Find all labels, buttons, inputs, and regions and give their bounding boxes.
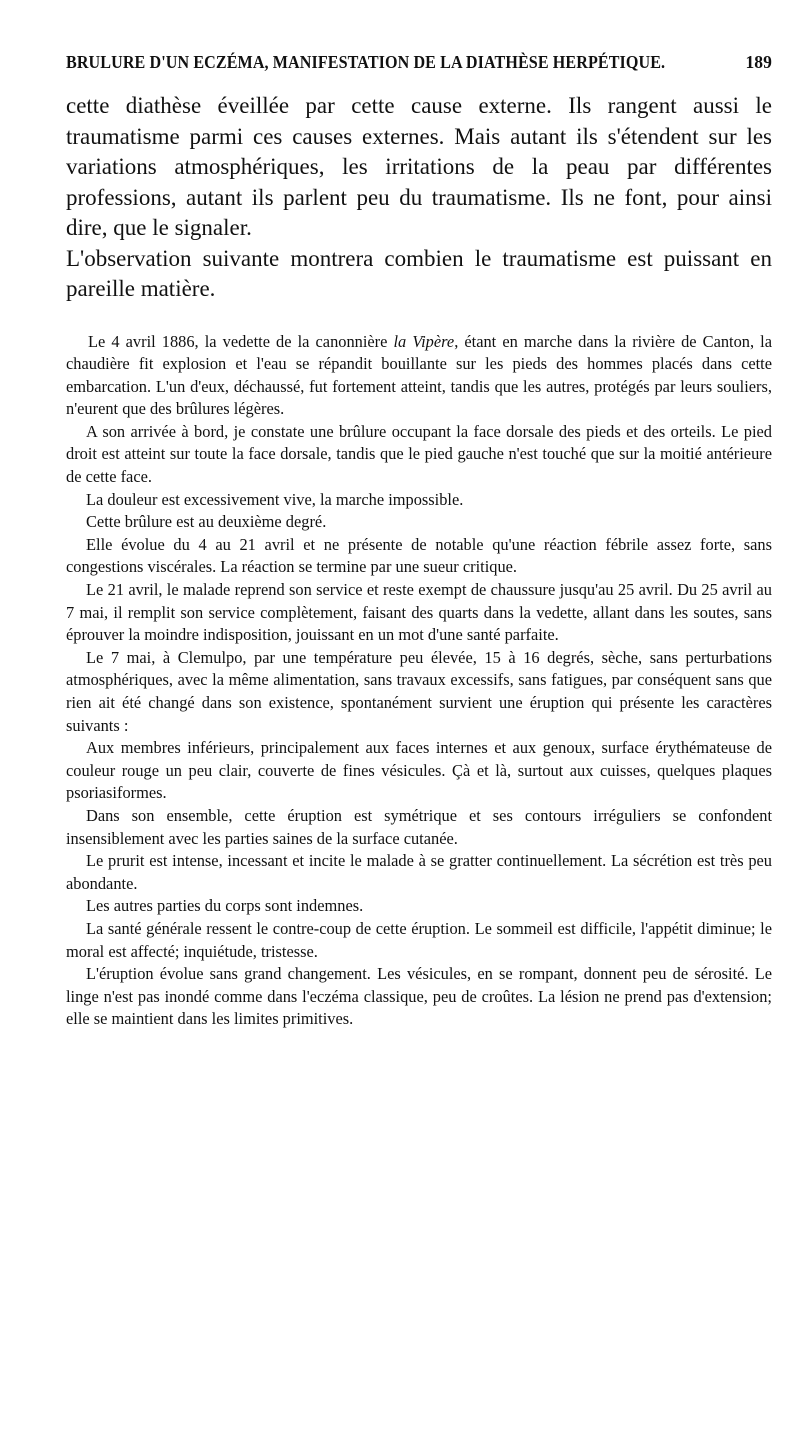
book-page [66,52,772,1031]
observation-paragraph [66,331,772,421]
observation-paragraph: Dans son ensemble, cette éruption est symétrique et ses contours irréguliers se confondent insensiblement avec les parties saines de la surface cutanée. [66,805,772,848]
observation-paragraph: Le 21 avril, le malade reprend son service et reste exempt de chaussure jusqu'au 25 avril. Du 25 avril au 7 mai, il remplit son service complètement, faisant des quarts dans la vedette, allant dans les soutes, sans éprouver la moindre indisposition, jouissant en un mot d'une santé parfaite. [66,580,772,645]
observation-text [66,331,772,1031]
observation-paragraph: L'éruption évolue sans grand changement. Les vésicules, en se rompant, donnent peu de sérosité. Le linge n'est pas inondé comme dans l'eczéma classique, peu de croûtes. La lésion ne prend pas d'extension; elle se maintient dans les limites primitives. [66,964,772,1029]
observation-paragraph: Cette brûlure est au deuxième degré. [86,512,327,532]
running-header [66,52,772,73]
observation-paragraph: La santé générale ressent le contre-coup de cette éruption. Le sommeil est difficile, l'appétit diminue; le moral est affecté; inquiétude, tristesse. [66,918,772,961]
page-number: 189 [745,52,772,72]
lead-text [66,91,772,305]
observation-paragraph: Le prurit est intense, incessant et incite le malade à se gratter continuellement. La sécrétion est très peu abondante. [66,851,772,893]
observation-text-run: Le 4 avril 1886, la vedette de la canonnière [88,331,394,351]
observation-paragraph: Elle évolue du 4 au 21 avril et ne présente de notable qu'une réaction fébrile assez forte, sans congestions viscérales. La réaction se termine par une sueur critique. [66,534,772,577]
observation-paragraph: Aux membres inférieurs, principalement aux faces internes et aux genoux, surface érythémateuse de couleur rouge un peu clair, couverte de fines vésicules. Çà et là, surtout aux cuisses, quelques plaques psoriasiformes. [66,738,772,803]
observation-paragraph: Les autres parties du corps sont indemnes. [86,896,364,916]
ship-name: la Vipère [393,331,455,351]
lead-paragraph: cette diathèse éveillée par cette cause externe. Ils rangent aussi le traumatisme parmi ces causes externes. Mais autant ils s'étendent sur les variations atmosphériques, les irritations de la peau par différentes professions, autant ils parlent peu du traumatisme. Ils ne font, pour ainsi dire, que le signaler. [66,93,772,240]
observation-text-run: , étant en marche dans la rivière de Canton, la chaudière fit explosion et l'eau se répandit bouillante sur les pieds des hommes placés dans cette embarcation. L'un d'eux, déchaussé, fut fortement atteint, tandis que les autres, protégés par leurs souliers, n'eurent que des brûlures légères. [66,331,772,419]
lead-paragraph: L'observation suivante montrera combien le traumatisme est puissant en pareille matière. [66,245,772,301]
observation-paragraph: A son arrivée à bord, je constate une brûlure occupant la face dorsale des pieds et des orteils. Le pied droit est atteint sur toute la face dorsale, tandis que le pied gauche n'est touché que sur la moitié antérieure de cette face. [66,421,772,487]
observation-paragraph: La douleur est excessivement vive, la marche impossible. [86,489,464,509]
running-title: BRULURE D'UN ECZÉMA, MANIFESTATION DE LA DIATHÈSE HERPÉTIQUE. [66,52,666,72]
observation-paragraph: Le 7 mai, à Clemulpo, par une température peu élevée, 15 à 16 degrés, sèche, sans perturbations atmosphériques, avec la même alimentation, sans travaux excessifs, sans fatigues, par conséquent sans que rien ait été changé dans son existence, spontanément survient une éruption qui présente les caractères suivants : [66,647,772,735]
